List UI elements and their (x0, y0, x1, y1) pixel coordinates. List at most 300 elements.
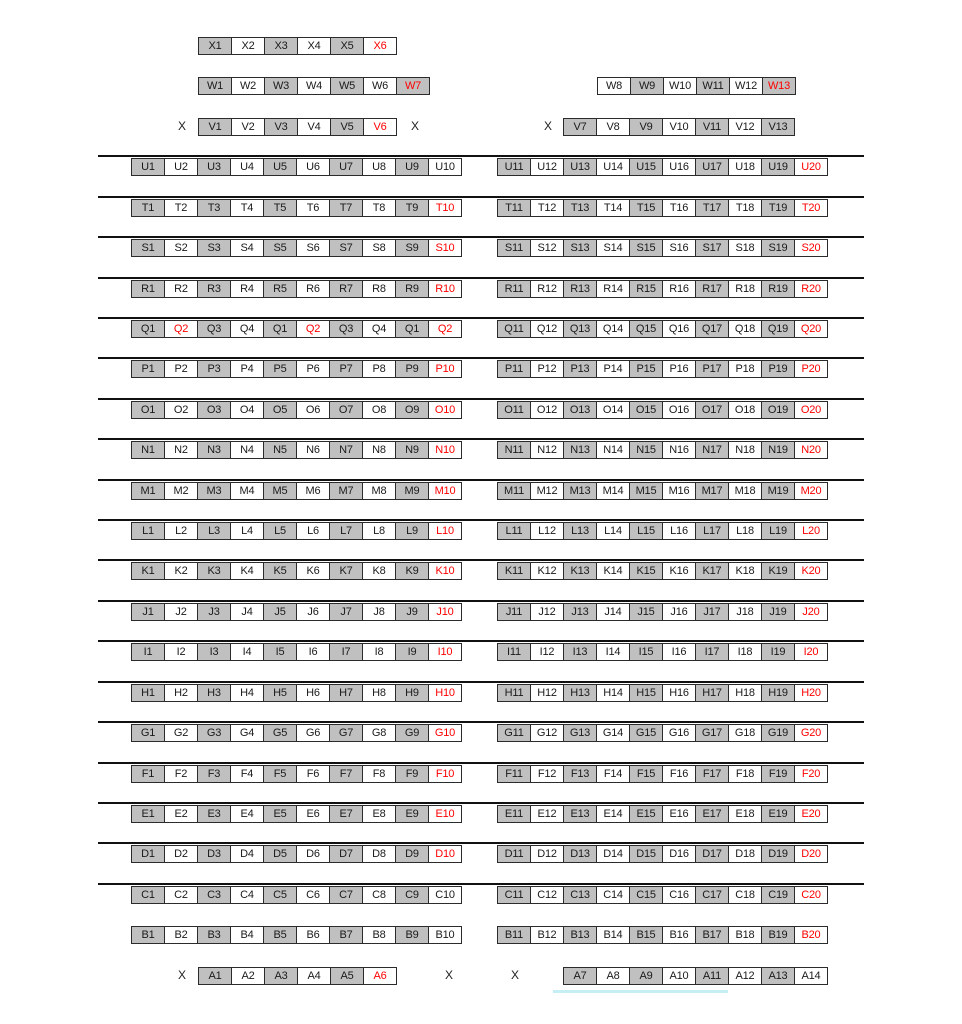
seat-b12[interactable]: B12 (530, 926, 564, 944)
seat-w10[interactable]: W10 (663, 77, 697, 95)
seat-w13[interactable]: W13 (762, 77, 796, 95)
seat-j11[interactable]: J11 (497, 603, 531, 621)
seat-o13[interactable]: O13 (563, 401, 597, 419)
seat-k6[interactable]: K6 (296, 562, 330, 580)
seat-w12[interactable]: W12 (729, 77, 763, 95)
seat-d15[interactable]: D15 (629, 845, 663, 863)
seat-u15[interactable]: U15 (629, 158, 663, 176)
seat-e12[interactable]: E12 (530, 805, 564, 823)
seat-u4[interactable]: U4 (230, 158, 264, 176)
seat-a3[interactable]: A3 (264, 967, 298, 985)
seat-e9[interactable]: E9 (395, 805, 429, 823)
seat-f17[interactable]: F17 (695, 765, 729, 783)
seat-s5[interactable]: S5 (263, 239, 297, 257)
seat-o7[interactable]: O7 (329, 401, 363, 419)
seat-q3[interactable]: Q3 (197, 320, 231, 338)
seat-r9[interactable]: R9 (395, 280, 429, 298)
seat-m8[interactable]: M8 (362, 482, 396, 500)
seat-h7[interactable]: H7 (329, 684, 363, 702)
seat-x2[interactable]: X2 (231, 37, 265, 55)
seat-b8[interactable]: B8 (362, 926, 396, 944)
seat-f15[interactable]: F15 (629, 765, 663, 783)
seat-a13[interactable]: A13 (761, 967, 795, 985)
seat-s12[interactable]: S12 (530, 239, 564, 257)
seat-p3[interactable]: P3 (197, 360, 231, 378)
seat-o17[interactable]: O17 (695, 401, 729, 419)
seat-n14[interactable]: N14 (596, 441, 630, 459)
seat-i15[interactable]: I15 (629, 643, 663, 661)
seat-g1[interactable]: G1 (131, 724, 165, 742)
seat-w7[interactable]: W7 (396, 77, 430, 95)
seat-b17[interactable]: B17 (695, 926, 729, 944)
seat-o12[interactable]: O12 (530, 401, 564, 419)
seat-q1[interactable]: Q1 (131, 320, 165, 338)
seat-v6[interactable]: V6 (363, 118, 397, 136)
seat-u9[interactable]: U9 (395, 158, 429, 176)
seat-u8[interactable]: U8 (362, 158, 396, 176)
seat-n1[interactable]: N1 (131, 441, 165, 459)
seat-t7[interactable]: T7 (329, 199, 363, 217)
seat-l17[interactable]: L17 (695, 522, 729, 540)
seat-n10[interactable]: N10 (428, 441, 462, 459)
seat-v7[interactable]: V7 (563, 118, 597, 136)
seat-j3[interactable]: J3 (197, 603, 231, 621)
seat-a12[interactable]: A12 (728, 967, 762, 985)
seat-a9[interactable]: A9 (629, 967, 663, 985)
seat-g16[interactable]: G16 (662, 724, 696, 742)
seat-n4[interactable]: N4 (230, 441, 264, 459)
seat-t4[interactable]: T4 (230, 199, 264, 217)
seat-b10[interactable]: B10 (428, 926, 462, 944)
seat-t17[interactable]: T17 (695, 199, 729, 217)
seat-q14[interactable]: Q14 (596, 320, 630, 338)
seat-o15[interactable]: O15 (629, 401, 663, 419)
seat-h8[interactable]: H8 (362, 684, 396, 702)
seat-d16[interactable]: D16 (662, 845, 696, 863)
seat-h9[interactable]: H9 (395, 684, 429, 702)
seat-k18[interactable]: K18 (728, 562, 762, 580)
seat-o20[interactable]: O20 (794, 401, 828, 419)
seat-i18[interactable]: I18 (728, 643, 762, 661)
seat-c15[interactable]: C15 (629, 886, 663, 904)
seat-o10[interactable]: O10 (428, 401, 462, 419)
seat-m3[interactable]: M3 (197, 482, 231, 500)
seat-a8[interactable]: A8 (596, 967, 630, 985)
seat-n8[interactable]: N8 (362, 441, 396, 459)
seat-l18[interactable]: L18 (728, 522, 762, 540)
seat-k19[interactable]: K19 (761, 562, 795, 580)
seat-s13[interactable]: S13 (563, 239, 597, 257)
seat-r17[interactable]: R17 (695, 280, 729, 298)
seat-i16[interactable]: I16 (662, 643, 696, 661)
seat-q1[interactable]: Q1 (263, 320, 297, 338)
seat-l7[interactable]: L7 (329, 522, 363, 540)
seat-c6[interactable]: C6 (296, 886, 330, 904)
seat-q20[interactable]: Q20 (794, 320, 828, 338)
seat-c10[interactable]: C10 (428, 886, 462, 904)
seat-e6[interactable]: E6 (296, 805, 330, 823)
seat-r20[interactable]: R20 (794, 280, 828, 298)
seat-f6[interactable]: F6 (296, 765, 330, 783)
seat-b1[interactable]: B1 (131, 926, 165, 944)
seat-h15[interactable]: H15 (629, 684, 663, 702)
seat-q2[interactable]: Q2 (296, 320, 330, 338)
seat-a2[interactable]: A2 (231, 967, 265, 985)
seat-j1[interactable]: J1 (131, 603, 165, 621)
seat-l12[interactable]: L12 (530, 522, 564, 540)
seat-k5[interactable]: K5 (263, 562, 297, 580)
seat-p2[interactable]: P2 (164, 360, 198, 378)
seat-k13[interactable]: K13 (563, 562, 597, 580)
seat-v13[interactable]: V13 (761, 118, 795, 136)
seat-d10[interactable]: D10 (428, 845, 462, 863)
seat-l8[interactable]: L8 (362, 522, 396, 540)
seat-b3[interactable]: B3 (197, 926, 231, 944)
seat-r7[interactable]: R7 (329, 280, 363, 298)
seat-q11[interactable]: Q11 (497, 320, 531, 338)
seat-b13[interactable]: B13 (563, 926, 597, 944)
seat-x5[interactable]: X5 (330, 37, 364, 55)
seat-f20[interactable]: F20 (794, 765, 828, 783)
seat-h12[interactable]: H12 (530, 684, 564, 702)
seat-p4[interactable]: P4 (230, 360, 264, 378)
seat-f1[interactable]: F1 (131, 765, 165, 783)
seat-s4[interactable]: S4 (230, 239, 264, 257)
seat-n20[interactable]: N20 (794, 441, 828, 459)
seat-g14[interactable]: G14 (596, 724, 630, 742)
seat-m14[interactable]: M14 (596, 482, 630, 500)
seat-b4[interactable]: B4 (230, 926, 264, 944)
seat-o19[interactable]: O19 (761, 401, 795, 419)
seat-s18[interactable]: S18 (728, 239, 762, 257)
seat-i17[interactable]: I17 (695, 643, 729, 661)
seat-i13[interactable]: I13 (563, 643, 597, 661)
seat-w4[interactable]: W4 (297, 77, 331, 95)
seat-e15[interactable]: E15 (629, 805, 663, 823)
seat-j15[interactable]: J15 (629, 603, 663, 621)
seat-d2[interactable]: D2 (164, 845, 198, 863)
seat-h4[interactable]: H4 (230, 684, 264, 702)
seat-k12[interactable]: K12 (530, 562, 564, 580)
seat-w11[interactable]: W11 (696, 77, 730, 95)
seat-d20[interactable]: D20 (794, 845, 828, 863)
seat-f16[interactable]: F16 (662, 765, 696, 783)
seat-t3[interactable]: T3 (197, 199, 231, 217)
seat-s19[interactable]: S19 (761, 239, 795, 257)
seat-r11[interactable]: R11 (497, 280, 531, 298)
seat-f8[interactable]: F8 (362, 765, 396, 783)
seat-v8[interactable]: V8 (596, 118, 630, 136)
seat-t11[interactable]: T11 (497, 199, 531, 217)
seat-b11[interactable]: B11 (497, 926, 531, 944)
seat-i2[interactable]: I2 (164, 643, 198, 661)
seat-o5[interactable]: O5 (263, 401, 297, 419)
seat-c7[interactable]: C7 (329, 886, 363, 904)
seat-b15[interactable]: B15 (629, 926, 663, 944)
seat-u17[interactable]: U17 (695, 158, 729, 176)
seat-r16[interactable]: R16 (662, 280, 696, 298)
seat-p18[interactable]: P18 (728, 360, 762, 378)
seat-n18[interactable]: N18 (728, 441, 762, 459)
seat-j18[interactable]: J18 (728, 603, 762, 621)
seat-r19[interactable]: R19 (761, 280, 795, 298)
seat-j10[interactable]: J10 (428, 603, 462, 621)
seat-e20[interactable]: E20 (794, 805, 828, 823)
seat-p6[interactable]: P6 (296, 360, 330, 378)
seat-q3[interactable]: Q3 (329, 320, 363, 338)
seat-u19[interactable]: U19 (761, 158, 795, 176)
seat-p10[interactable]: P10 (428, 360, 462, 378)
seat-j7[interactable]: J7 (329, 603, 363, 621)
seat-u1[interactable]: U1 (131, 158, 165, 176)
seat-r18[interactable]: R18 (728, 280, 762, 298)
seat-o9[interactable]: O9 (395, 401, 429, 419)
seat-d3[interactable]: D3 (197, 845, 231, 863)
seat-n6[interactable]: N6 (296, 441, 330, 459)
seat-b19[interactable]: B19 (761, 926, 795, 944)
seat-f12[interactable]: F12 (530, 765, 564, 783)
seat-g12[interactable]: G12 (530, 724, 564, 742)
seat-k14[interactable]: K14 (596, 562, 630, 580)
seat-q2[interactable]: Q2 (428, 320, 462, 338)
seat-h13[interactable]: H13 (563, 684, 597, 702)
seat-s9[interactable]: S9 (395, 239, 429, 257)
seat-m2[interactable]: M2 (164, 482, 198, 500)
seat-u12[interactable]: U12 (530, 158, 564, 176)
seat-r15[interactable]: R15 (629, 280, 663, 298)
seat-u13[interactable]: U13 (563, 158, 597, 176)
seat-c11[interactable]: C11 (497, 886, 531, 904)
seat-m6[interactable]: M6 (296, 482, 330, 500)
seat-v5[interactable]: V5 (330, 118, 364, 136)
seat-q2[interactable]: Q2 (164, 320, 198, 338)
seat-b20[interactable]: B20 (794, 926, 828, 944)
seat-d6[interactable]: D6 (296, 845, 330, 863)
seat-s8[interactable]: S8 (362, 239, 396, 257)
seat-k16[interactable]: K16 (662, 562, 696, 580)
seat-l1[interactable]: L1 (131, 522, 165, 540)
seat-c8[interactable]: C8 (362, 886, 396, 904)
seat-s2[interactable]: S2 (164, 239, 198, 257)
seat-j17[interactable]: J17 (695, 603, 729, 621)
seat-g19[interactable]: G19 (761, 724, 795, 742)
seat-f18[interactable]: F18 (728, 765, 762, 783)
seat-o8[interactable]: O8 (362, 401, 396, 419)
seat-e19[interactable]: E19 (761, 805, 795, 823)
seat-r3[interactable]: R3 (197, 280, 231, 298)
seat-n13[interactable]: N13 (563, 441, 597, 459)
seat-i19[interactable]: I19 (761, 643, 795, 661)
seat-k10[interactable]: K10 (428, 562, 462, 580)
seat-n11[interactable]: N11 (497, 441, 531, 459)
seat-v3[interactable]: V3 (264, 118, 298, 136)
seat-t8[interactable]: T8 (362, 199, 396, 217)
seat-j14[interactable]: J14 (596, 603, 630, 621)
seat-o18[interactable]: O18 (728, 401, 762, 419)
seat-d9[interactable]: D9 (395, 845, 429, 863)
seat-t2[interactable]: T2 (164, 199, 198, 217)
seat-o3[interactable]: O3 (197, 401, 231, 419)
seat-k20[interactable]: K20 (794, 562, 828, 580)
seat-n12[interactable]: N12 (530, 441, 564, 459)
seat-h6[interactable]: H6 (296, 684, 330, 702)
seat-l19[interactable]: L19 (761, 522, 795, 540)
seat-i5[interactable]: I5 (263, 643, 297, 661)
seat-w8[interactable]: W8 (597, 77, 631, 95)
seat-w2[interactable]: W2 (231, 77, 265, 95)
seat-f14[interactable]: F14 (596, 765, 630, 783)
seat-m10[interactable]: M10 (428, 482, 462, 500)
seat-c12[interactable]: C12 (530, 886, 564, 904)
seat-s15[interactable]: S15 (629, 239, 663, 257)
seat-m18[interactable]: M18 (728, 482, 762, 500)
seat-s14[interactable]: S14 (596, 239, 630, 257)
seat-o14[interactable]: O14 (596, 401, 630, 419)
seat-g8[interactable]: G8 (362, 724, 396, 742)
seat-m9[interactable]: M9 (395, 482, 429, 500)
seat-f4[interactable]: F4 (230, 765, 264, 783)
seat-d11[interactable]: D11 (497, 845, 531, 863)
seat-g7[interactable]: G7 (329, 724, 363, 742)
seat-k2[interactable]: K2 (164, 562, 198, 580)
seat-i3[interactable]: I3 (197, 643, 231, 661)
seat-d14[interactable]: D14 (596, 845, 630, 863)
seat-m17[interactable]: M17 (695, 482, 729, 500)
seat-x3[interactable]: X3 (264, 37, 298, 55)
seat-x6[interactable]: X6 (363, 37, 397, 55)
seat-k3[interactable]: K3 (197, 562, 231, 580)
seat-q19[interactable]: Q19 (761, 320, 795, 338)
seat-j20[interactable]: J20 (794, 603, 828, 621)
seat-v1[interactable]: V1 (198, 118, 232, 136)
seat-u20[interactable]: U20 (794, 158, 828, 176)
seat-f10[interactable]: F10 (428, 765, 462, 783)
seat-f2[interactable]: F2 (164, 765, 198, 783)
seat-k1[interactable]: K1 (131, 562, 165, 580)
seat-d4[interactable]: D4 (230, 845, 264, 863)
seat-g15[interactable]: G15 (629, 724, 663, 742)
seat-q17[interactable]: Q17 (695, 320, 729, 338)
seat-h14[interactable]: H14 (596, 684, 630, 702)
seat-i1[interactable]: I1 (131, 643, 165, 661)
seat-t14[interactable]: T14 (596, 199, 630, 217)
seat-e13[interactable]: E13 (563, 805, 597, 823)
seat-c9[interactable]: C9 (395, 886, 429, 904)
seat-c5[interactable]: C5 (263, 886, 297, 904)
seat-j5[interactable]: J5 (263, 603, 297, 621)
seat-r6[interactable]: R6 (296, 280, 330, 298)
seat-s16[interactable]: S16 (662, 239, 696, 257)
seat-c13[interactable]: C13 (563, 886, 597, 904)
seat-m16[interactable]: M16 (662, 482, 696, 500)
seat-p13[interactable]: P13 (563, 360, 597, 378)
seat-m15[interactable]: M15 (629, 482, 663, 500)
seat-h5[interactable]: H5 (263, 684, 297, 702)
seat-e1[interactable]: E1 (131, 805, 165, 823)
seat-p17[interactable]: P17 (695, 360, 729, 378)
seat-i9[interactable]: I9 (395, 643, 429, 661)
seat-l11[interactable]: L11 (497, 522, 531, 540)
seat-o1[interactable]: O1 (131, 401, 165, 419)
seat-c3[interactable]: C3 (197, 886, 231, 904)
seat-m4[interactable]: M4 (230, 482, 264, 500)
seat-v2[interactable]: V2 (231, 118, 265, 136)
seat-s17[interactable]: S17 (695, 239, 729, 257)
seat-e17[interactable]: E17 (695, 805, 729, 823)
seat-q4[interactable]: Q4 (362, 320, 396, 338)
seat-j12[interactable]: J12 (530, 603, 564, 621)
seat-r13[interactable]: R13 (563, 280, 597, 298)
seat-c14[interactable]: C14 (596, 886, 630, 904)
seat-c2[interactable]: C2 (164, 886, 198, 904)
seat-f3[interactable]: F3 (197, 765, 231, 783)
seat-c1[interactable]: C1 (131, 886, 165, 904)
seat-s7[interactable]: S7 (329, 239, 363, 257)
seat-p20[interactable]: P20 (794, 360, 828, 378)
seat-t9[interactable]: T9 (395, 199, 429, 217)
seat-s6[interactable]: S6 (296, 239, 330, 257)
seat-k11[interactable]: K11 (497, 562, 531, 580)
seat-q4[interactable]: Q4 (230, 320, 264, 338)
seat-c16[interactable]: C16 (662, 886, 696, 904)
seat-u11[interactable]: U11 (497, 158, 531, 176)
seat-o16[interactable]: O16 (662, 401, 696, 419)
seat-n19[interactable]: N19 (761, 441, 795, 459)
seat-i4[interactable]: I4 (230, 643, 264, 661)
seat-m19[interactable]: M19 (761, 482, 795, 500)
seat-v11[interactable]: V11 (695, 118, 729, 136)
seat-q18[interactable]: Q18 (728, 320, 762, 338)
seat-t20[interactable]: T20 (794, 199, 828, 217)
seat-l14[interactable]: L14 (596, 522, 630, 540)
seat-r2[interactable]: R2 (164, 280, 198, 298)
seat-g20[interactable]: G20 (794, 724, 828, 742)
seat-a6[interactable]: A6 (363, 967, 397, 985)
seat-g3[interactable]: G3 (197, 724, 231, 742)
seat-p11[interactable]: P11 (497, 360, 531, 378)
seat-k4[interactable]: K4 (230, 562, 264, 580)
seat-u3[interactable]: U3 (197, 158, 231, 176)
seat-l3[interactable]: L3 (197, 522, 231, 540)
seat-o11[interactable]: O11 (497, 401, 531, 419)
seat-e14[interactable]: E14 (596, 805, 630, 823)
seat-l5[interactable]: L5 (263, 522, 297, 540)
seat-b9[interactable]: B9 (395, 926, 429, 944)
seat-u16[interactable]: U16 (662, 158, 696, 176)
seat-l16[interactable]: L16 (662, 522, 696, 540)
seat-s11[interactable]: S11 (497, 239, 531, 257)
seat-b6[interactable]: B6 (296, 926, 330, 944)
seat-c20[interactable]: C20 (794, 886, 828, 904)
seat-u5[interactable]: U5 (263, 158, 297, 176)
seat-h20[interactable]: H20 (794, 684, 828, 702)
seat-q16[interactable]: Q16 (662, 320, 696, 338)
seat-d13[interactable]: D13 (563, 845, 597, 863)
seat-g2[interactable]: G2 (164, 724, 198, 742)
seat-e16[interactable]: E16 (662, 805, 696, 823)
seat-f9[interactable]: F9 (395, 765, 429, 783)
seat-j6[interactable]: J6 (296, 603, 330, 621)
seat-m1[interactable]: M1 (131, 482, 165, 500)
seat-e18[interactable]: E18 (728, 805, 762, 823)
seat-d8[interactable]: D8 (362, 845, 396, 863)
seat-s1[interactable]: S1 (131, 239, 165, 257)
seat-h11[interactable]: H11 (497, 684, 531, 702)
seat-i6[interactable]: I6 (296, 643, 330, 661)
seat-t16[interactable]: T16 (662, 199, 696, 217)
seat-i10[interactable]: I10 (428, 643, 462, 661)
seat-s20[interactable]: S20 (794, 239, 828, 257)
